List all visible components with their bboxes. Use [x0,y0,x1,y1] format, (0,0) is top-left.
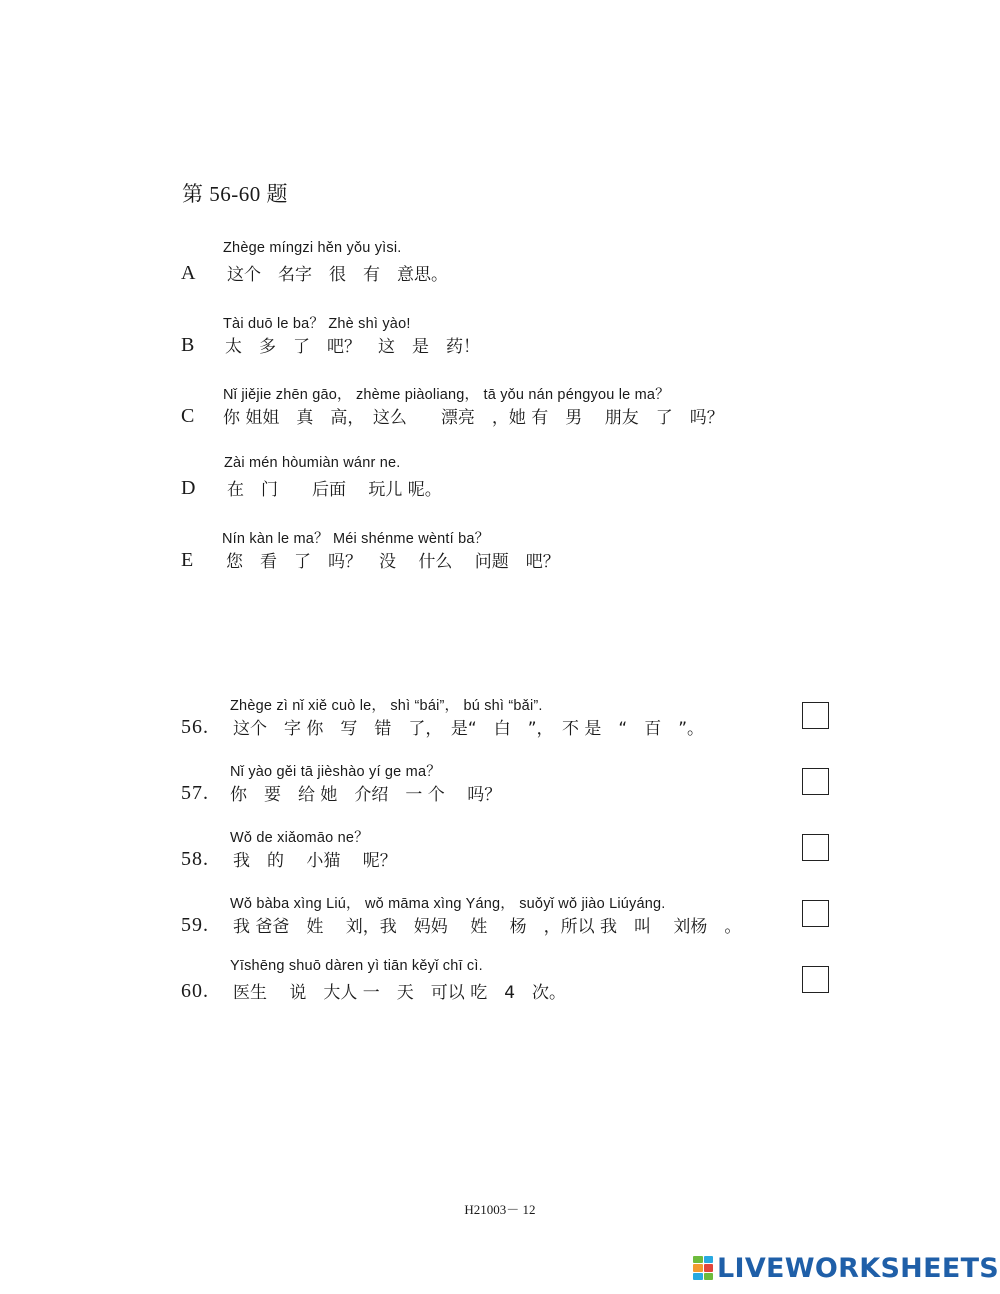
question-number: 56. [181,716,209,738]
question-pinyin: Wǒ de xiǎomāo ne？ [230,830,369,846]
option-letter: E [181,549,194,571]
option-e [0,527,1000,597]
option-hanzi: 这个 名字 很 有 意思。 [227,265,448,285]
answer-box-60[interactable] [802,966,829,993]
question-hanzi: 医生 说 大人 一 天 可以 吃 4 次。 [233,983,567,1003]
question-56 [0,694,1000,764]
question-pinyin: Yīshēng shuō dàren yì tiān kěyǐ chī cì. [230,958,483,974]
option-hanzi: 您 看 了 吗？ 没 什么 问题 吧？ [226,552,560,572]
answer-box-58[interactable] [802,834,829,861]
question-57 [0,760,1000,830]
question-number: 57. [181,782,209,804]
question-number: 58. [181,848,209,870]
option-hanzi: 太 多 了 吧？ 这 是 药！ [225,337,480,357]
answer-box-59[interactable] [802,900,829,927]
question-pinyin: Zhège zì nǐ xiě cuò le， shì “bái”， bú shì “bǎi”. [230,698,543,714]
liveworksheets-logo-icon [693,1256,713,1280]
option-pinyin: Nǐ jiějie zhēn gāo， zhème piàoliang， tā yǒu nán péngyou le ma？ [223,387,670,403]
option-b [0,312,1000,382]
question-hanzi: 我 的 小猫 呢？ [233,851,397,871]
option-pinyin: Nín kàn le ma？ Méi shénme wèntí ba？ [222,531,490,547]
question-hanzi: 你 要 给 她 介绍 一 个 吗？ [230,785,502,805]
option-hanzi: 你 姐姐 真 高， 这么 漂亮 ，她 有 男 朋友 了 吗？ [223,408,724,428]
question-number: 59. [181,914,209,936]
liveworksheets-logo[interactable] [693,1252,999,1284]
question-pinyin: Nǐ yào gěi tā jièshào yí ge ma？ [230,764,441,780]
option-a [0,240,1000,310]
option-pinyin: Tài duō le ba？ Zhè shì yào! [223,316,411,332]
option-pinyin: Zhège míngzi hěn yǒu yìsi. [223,240,402,256]
option-c [0,383,1000,453]
question-hanzi: 我 爸爸 姓 刘，我 妈妈 姓 杨 ，所以 我 叫 刘杨 。 [233,917,742,937]
section-title: 第 56-60 题 [182,182,288,206]
option-letter: D [181,477,196,499]
option-pinyin: Zài mén hòumiàn wánr ne. [224,455,401,471]
question-number: 60. [181,980,209,1002]
option-letter: C [181,405,195,427]
option-hanzi: 在 门 后面 玩儿 呢。 [227,480,442,500]
option-letter: A [181,262,196,284]
question-60 [0,958,1000,1028]
option-d [0,455,1000,525]
logo-text: LIVEWORKSHEETS [717,1252,1000,1284]
option-letter: B [181,334,195,356]
question-hanzi: 这个 字 你 写 错 了， 是“ 白 ”， 不 是 “ 百 ”。 [233,719,705,739]
answer-box-56[interactable] [802,702,829,729]
question-58 [0,826,1000,896]
question-59 [0,892,1000,962]
question-pinyin: Wǒ bàba xìng Liú， wǒ māma xìng Yáng， suǒyǐ wǒ jiào Liúyáng. [230,896,666,912]
answer-box-57[interactable] [802,768,829,795]
page-footer: H21003－ 12 [464,1202,536,1217]
